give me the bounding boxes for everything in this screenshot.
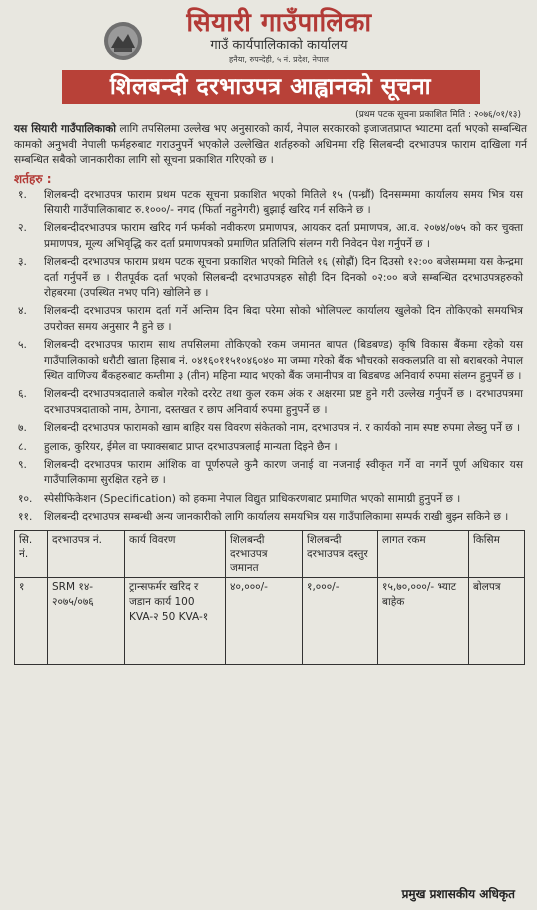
- signature: प्रमुख प्रशासकीय अधिकृत: [401, 887, 515, 901]
- cell-tender-no: SRM १४- २०७५/०७६: [48, 577, 125, 664]
- nepal-emblem-icon: [102, 20, 144, 62]
- condition-item: [14, 255, 527, 301]
- condition-item: [14, 458, 527, 489]
- column-header: लागत रकम: [378, 530, 469, 577]
- condition-number: ३.: [18, 256, 27, 269]
- condition-item: [14, 338, 527, 384]
- table-row: [15, 577, 525, 664]
- column-header: शिलबन्दी दरभाउपत्र जमानत: [226, 530, 303, 577]
- intro-lead: यस सियारी गाउँपालिकाको: [14, 123, 116, 135]
- tender-table: [14, 530, 525, 665]
- header: [14, 6, 527, 68]
- condition-text: शिलबन्दी दरभाउपत्र फाराम साथ तपसिलमा तोकिएको रकम जमानत बापत (बिडबण्ड) कृषि विकास बैंकमा रहेको यस गाउँपालिकाको धरौटी खाता हिसाब नं. ०४१६०११५१०४६०४० मा जम्मा गरेको बैंक भौचरको सक्कलप्रति वा सो बराबरको नेपाल स्थित वाणिज्य बैंकहरुबाट कम्तीमा ३ (तीन) महिना म्याद भएको बैंक जमानीपत्र वा बिडबण्ड अनिवार्य रुपमा संलग्न हुनुपर्ने छ ।: [44, 339, 523, 382]
- condition-item: [14, 421, 527, 436]
- column-header: सि. नं.: [15, 530, 48, 577]
- condition-number: २.: [18, 222, 27, 235]
- office-address: हनैया, रुपन्देही, ५ नं. प्रदेश, नेपाल: [229, 55, 329, 64]
- condition-text: हुलाक, कुरियर, ईमेल वा फ्याक्सबाट प्राप्त दरभाउपत्रलाई मान्यता दिइने छैन ।: [44, 440, 338, 453]
- condition-number: ८.: [18, 440, 27, 453]
- cell-fee: १,०००/-: [303, 577, 378, 664]
- condition-text: शिलबन्दी दरभाउपत्र फाराम प्रथम पटक सूचना प्रकाशित भएको मितिले १६ (सोह्रौं) दिन दिउसो १२:०० बजेसम्ममा यस केन्द्रमा दर्ता गर्नुपर्ने छ । रीतपूर्वक दर्ता भएको सिलबन्दी दरभाउपत्रहरु सोही दिन दिनको ०२:०० बजे सम्बन्धित दरभाउपत्रहरुको रोहबरमा (उपस्थित नभए पनि) खोलिने छ ।: [44, 256, 523, 299]
- condition-item: [14, 440, 527, 455]
- cell-sn: १: [15, 577, 48, 664]
- condition-item: [14, 221, 527, 252]
- condition-text: शिलबन्दी दरभाउपत्र फारामको खाम बाहिर यस विवरण संकेतको नाम, दरभाउपत्र नं. र कार्यको नाम स्पष्ट रुपमा लेख्नु पर्ने छ ।: [44, 422, 521, 435]
- column-header: किसिम: [469, 530, 525, 577]
- condition-item: [14, 492, 527, 507]
- condition-number: ७.: [18, 422, 27, 435]
- condition-item: [14, 510, 527, 525]
- cell-work: ट्रान्सफर्मर खरिद र जडान कार्य 100 KVA-२ 50 KVA-१: [125, 577, 226, 664]
- condition-text: शिलबन्दी दरभाउपत्र सम्बन्धी अन्य जानकारीको लागि कार्यालय समयभित्र यस गाउँपालिकामा सम्पर्क राखी बुझ्न सकिने छ ।: [44, 511, 509, 524]
- column-header: कार्य विवरण: [125, 530, 226, 577]
- table-header-row: [15, 530, 525, 577]
- condition-number: ६.: [18, 388, 27, 401]
- condition-text: शिलबन्दी दरभाउपत्र फाराम दर्ता गर्ने अन्तिम दिन बिदा परेमा सोको भोलिपल्ट कार्यालय खुलेको दिन तोकिएको समयभित्र उपरोक्त समय अनुसार नै हुने छ ।: [44, 305, 523, 333]
- cell-bid-bond: ४०,०००/-: [226, 577, 303, 664]
- condition-number: ५.: [18, 339, 27, 352]
- cell-type: बोलपत्र: [469, 577, 525, 664]
- office-name: गाउँ कार्यपालिकाको कार्यालय: [210, 38, 348, 53]
- publication-label: प्रथम पटक सूचना प्रकाशित मिति :: [358, 110, 472, 120]
- cell-cost: १५,७०,०००/- भ्याट बाहेक: [378, 577, 469, 664]
- condition-text: स्पेसीफिकेशन (Specification) को हकमा नेपाल विद्युत प्राधिकरणबाट प्रमाणित भएको सामाग्री हुनुपर्ने छ ।: [44, 492, 461, 505]
- publication-date: २०७६/०१/१३: [473, 110, 518, 120]
- condition-number: ९.: [18, 459, 27, 471]
- condition-number: ११.: [18, 511, 33, 524]
- condition-text: शिलबन्दी दरभाउपत्रदाताले कबोल गरेको दररेट तथा कुल रकम अंक र अक्षरमा प्रष्ट हुने गरी उल्लेख गर्नुपर्ने छ । दरभाउपत्रमा दरभाउपत्रदाताको नाम, ठेगाना, दस्तखत र छाप अनिवार्य रुपमा हुनुपर्ने छ ।: [44, 388, 523, 416]
- condition-text: शिलबन्दी दरभाउपत्र फाराम प्रथम पटक सूचना प्रकाशित भएको मितिले १५ (पन्ध्रौं) दिनसम्ममा कार्यालय समय भित्र यस सियारी गाउँपालिकाबाट रु.१०००/- नगद (फिर्ता नहुनेगरी) बुझाई खरिद गर्न सकिने छ ।: [44, 188, 523, 216]
- notice-title: शिलबन्दी दरभाउपत्र आह्वानको सूचना: [62, 70, 480, 104]
- condition-item: [14, 387, 527, 418]
- header-text: [164, 8, 394, 65]
- condition-number: ४.: [18, 305, 27, 318]
- condition-text: शिलबन्दी दरभाउपत्र फाराम आंशिक वा पूर्णरुपले कुनै कारण जनाई वा नजनाई स्वीकृत गर्ने वा नगर्ने पूर्ण अधिकार यस गाउँपालिकामा सुरक्षित रहने छ ।: [44, 459, 523, 487]
- conditions-title: शर्तहरु :: [14, 171, 52, 186]
- condition-number: १.: [18, 188, 27, 201]
- org-name: सियारी गाउँपालिका: [186, 8, 372, 38]
- publication-line: (प्रथम पटक सूचना प्रकाशित मिति : २०७६/०१/१३): [355, 110, 521, 120]
- condition-text: शिलबन्दीदरभाउपत्र फाराम खरिद गर्न फर्मको नवीकरण प्रमाणपत्र, आयकर दर्ता प्रमाणपत्र, आ.व. २०७४/०७५ को कर चुक्ता प्रमाणपत्र, मूल्य अभिवृद्धि कर दर्ता प्रमाणपत्रको प्रमाणित प्रतिलिपि संलग्न गरी निवेदन पेश गर्नुपर्ने छ ।: [44, 222, 523, 250]
- condition-item: [14, 304, 527, 335]
- condition-item: [14, 188, 527, 219]
- intro-body: लागि तपसिलमा उल्लेख भए अनुसारको कार्य, नेपाल सरकारको इजाजतप्राप्त भ्याटमा दर्ता भएको सम्बन्धित कामको अनुभवी नेपाली फर्महरुबाट गराउनुपर्ने भएकोले उल्लेखित शर्तहरुको अधिनमा रहि सिलबन्दी दरभाउपत्र फाराम दाखिला गर्न सम्बन्धित सबैको जानकारीका लागि सो सूचना प्रकाशित गरिएको छ ।: [14, 123, 527, 166]
- intro-paragraph: [14, 122, 527, 169]
- conditions-list: [14, 188, 527, 526]
- condition-number: १०.: [18, 492, 33, 505]
- column-header: दरभाउपत्र नं.: [48, 530, 125, 577]
- column-header: शिलबन्दी दरभाउपत्र दस्तुर: [303, 530, 378, 577]
